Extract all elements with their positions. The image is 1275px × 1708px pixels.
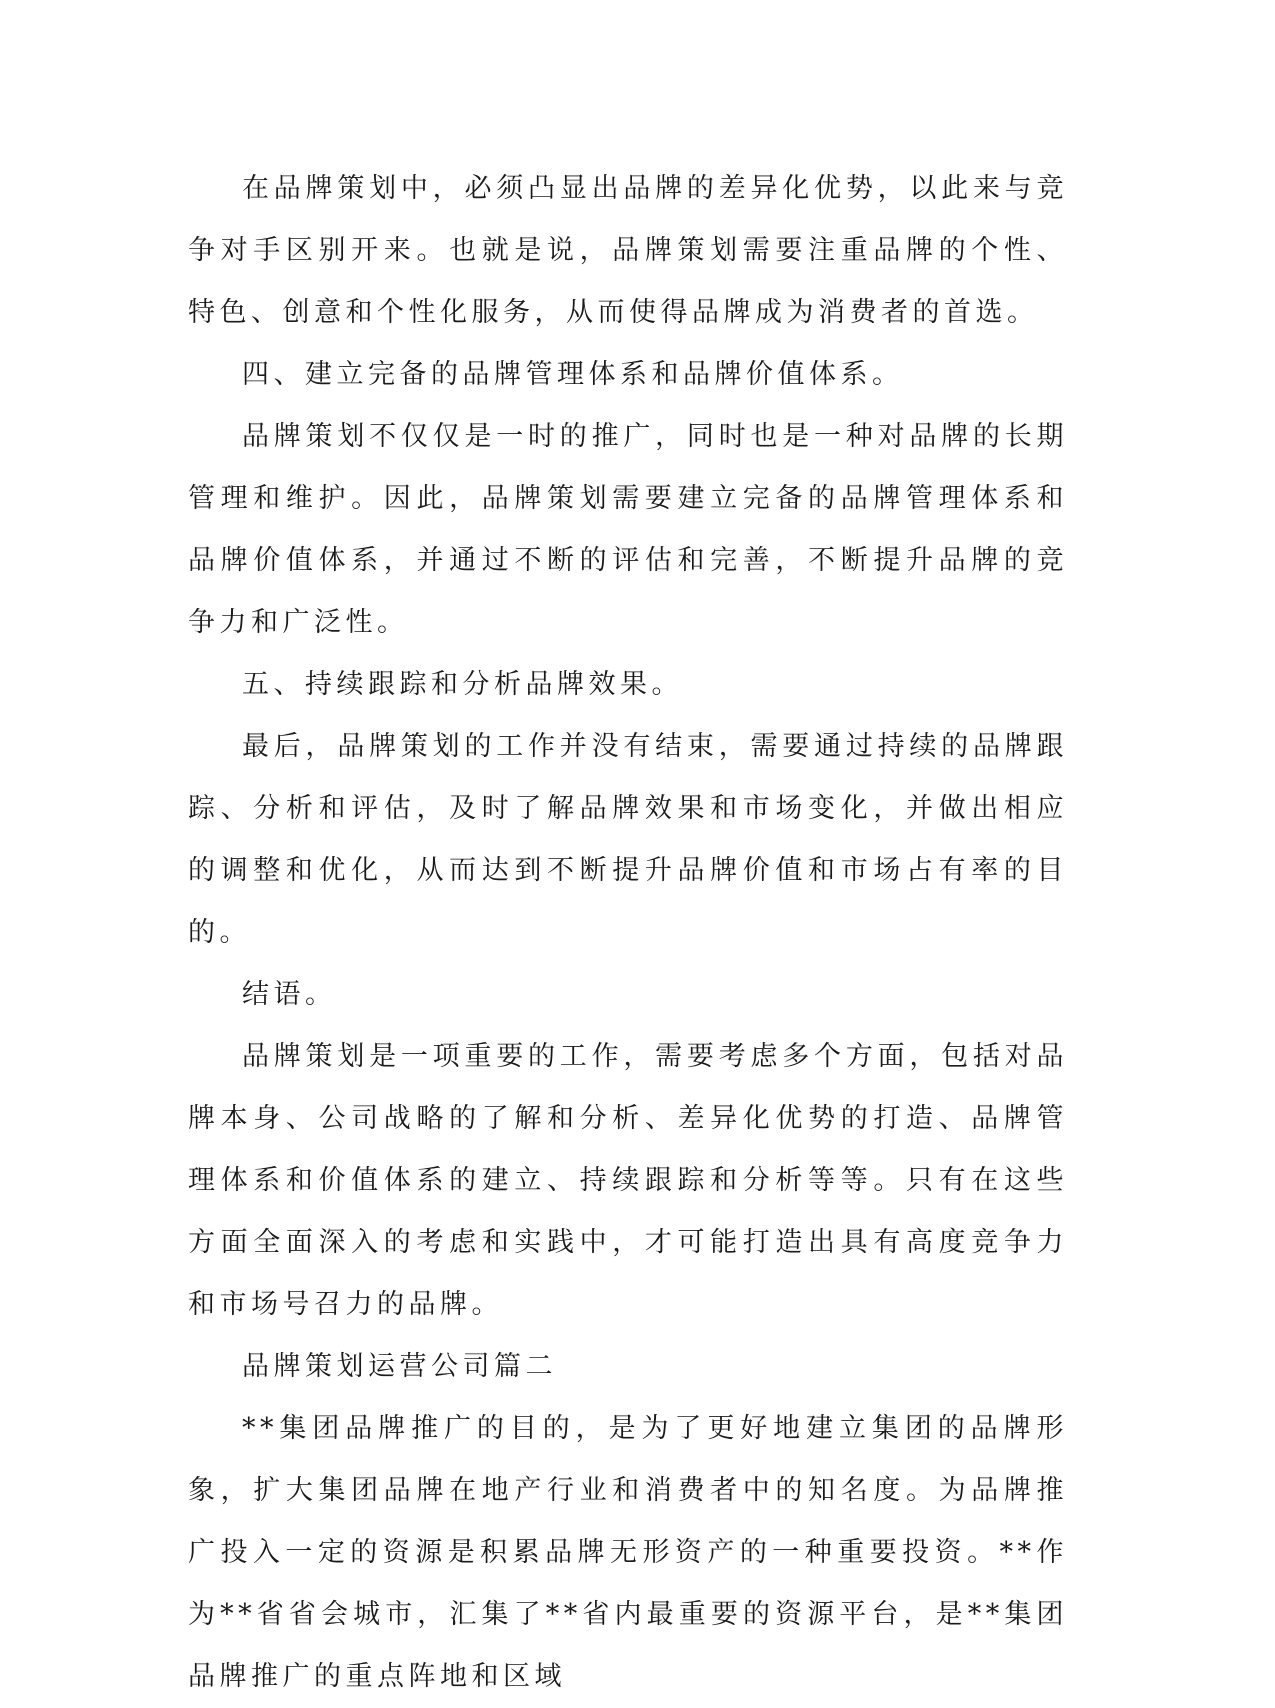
heading-section-four: 四、建立完备的品牌管理体系和品牌价值体系。: [242, 359, 904, 390]
paragraph-group-promotion: **集团品牌推广的目的，是为了更好地建立集团的品牌形象，扩大集团品牌在地产行业和消费者中的知名度。为品牌推广投入一定的资源是积累品牌无形资产的一种重要投资。**作为**省省会城市，汇集了**省内最重要的资源平台，是**集团品牌推广的重点阵地和区域: [188, 1413, 1068, 1692]
document-body: [188, 158, 1068, 1708]
paragraph-management-system: 品牌策划不仅仅是一时的推广，同时也是一种对品牌的长期管理和维护。因此，品牌策划需要建立完备的品牌管理体系和品牌价值体系，并通过不断的评估和完善，不断提升品牌的竞争力和广泛性。: [188, 421, 1068, 638]
paragraph-differentiation: 在品牌策划中，必须凸显出品牌的差异化优势，以此来与竞争对手区别开来。也就是说，品牌策划需要注重品牌的个性、特色、创意和个性化服务，从而使得品牌成为消费者的首选。: [188, 173, 1068, 328]
paragraph-tracking: 最后，品牌策划的工作并没有结束，需要通过持续的品牌跟踪、分析和评估，及时了解品牌效果和市场变化，并做出相应的调整和优化，从而达到不断提升品牌价值和市场占有率的目的。: [188, 731, 1068, 948]
heading-part-two: 品牌策划运营公司篇二: [242, 1351, 557, 1382]
heading-conclusion: 结语。: [242, 979, 337, 1010]
paragraph-conclusion: 品牌策划是一项重要的工作，需要考虑多个方面，包括对品牌本身、公司战略的了解和分析、差异化优势的打造、品牌管理体系和价值体系的建立、持续跟踪和分析等等。只有在这些方面全面深入的考虑和实践中，才可能打造出具有高度竞争力和市场号召力的品牌。: [188, 1041, 1068, 1320]
heading-section-five: 五、持续跟踪和分析品牌效果。: [242, 669, 683, 700]
